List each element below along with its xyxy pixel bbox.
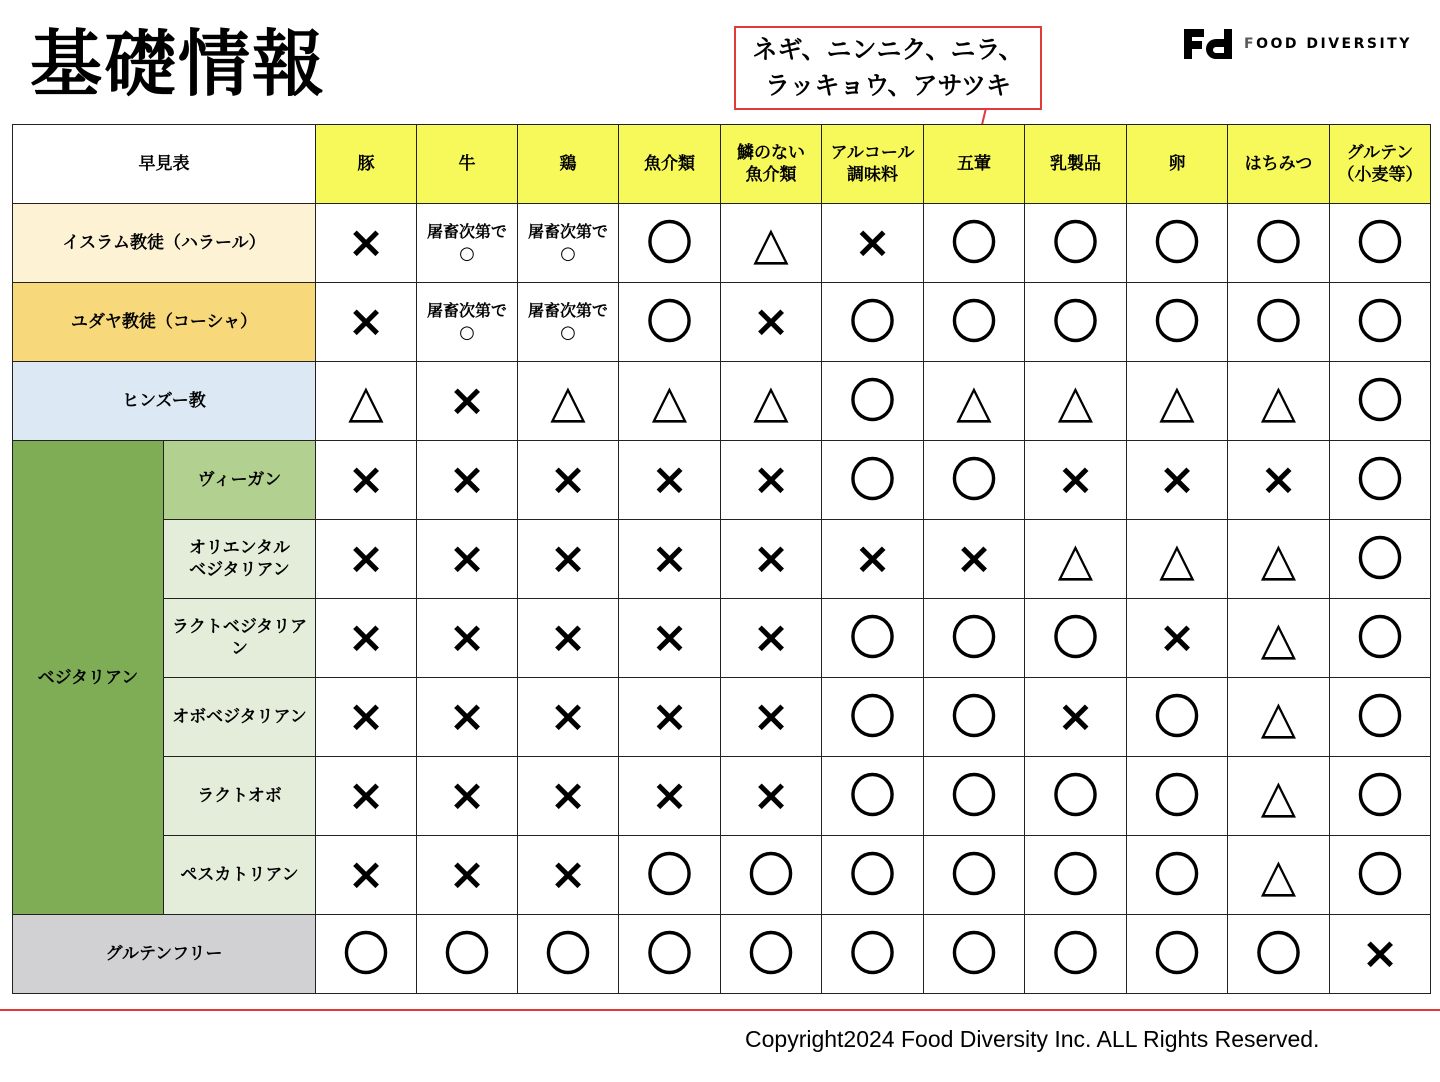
table-cell <box>1330 599 1431 678</box>
cross-icon: × <box>549 770 587 821</box>
circle-icon: 〇 <box>951 927 997 981</box>
table-cell <box>417 362 518 441</box>
table-cell <box>518 362 619 441</box>
cross-icon: × <box>651 454 688 505</box>
table-cell <box>924 915 1025 994</box>
table-cell <box>316 599 417 678</box>
circle-icon: 〇 <box>1255 295 1302 349</box>
table-cell <box>619 204 721 283</box>
cross-icon: × <box>448 375 486 426</box>
table-cell <box>822 599 924 678</box>
circle-icon: 〇 <box>1154 927 1200 981</box>
cross-icon: × <box>448 691 486 742</box>
circle-icon: 〇 <box>1357 216 1403 270</box>
table-cell <box>518 599 619 678</box>
cross-icon: × <box>854 217 891 268</box>
table-cell <box>822 362 924 441</box>
circle-icon: 〇 <box>748 927 794 981</box>
brand-name: FOOD DIVERSITY <box>1244 36 1412 52</box>
circle-icon: 〇 <box>951 848 997 902</box>
circle-icon: 〇 <box>1052 927 1099 981</box>
column-header: 豚 <box>316 125 417 204</box>
table-cell <box>822 520 924 599</box>
table-cell <box>1330 836 1431 915</box>
goshin-callout <box>734 26 1042 110</box>
column-header: 乳製品 <box>1025 125 1127 204</box>
column-header: はちみつ <box>1228 125 1330 204</box>
cross-icon: × <box>651 533 688 584</box>
row-label: グルテンフリー <box>13 915 316 994</box>
table-cell <box>1127 915 1228 994</box>
table-cell <box>1228 362 1330 441</box>
cross-icon: × <box>549 533 587 584</box>
cross-icon: × <box>448 612 486 663</box>
table-cell <box>721 757 822 836</box>
table-cell <box>316 520 417 599</box>
row-label: ユダヤ教徒（コーシャ） <box>13 283 316 362</box>
table-cell <box>316 204 417 283</box>
table-cell <box>924 441 1025 520</box>
triangle-icon: △ <box>1260 611 1297 665</box>
triangle-icon: △ <box>956 374 992 428</box>
table-cell <box>1025 520 1127 599</box>
table-cell <box>316 836 417 915</box>
circle-icon: 〇 <box>1154 848 1200 902</box>
cross-icon: × <box>448 770 486 821</box>
cross-icon: × <box>1158 612 1196 663</box>
table-cell <box>518 836 619 915</box>
footer-divider <box>0 1009 1440 1011</box>
table-cell: 屠畜次第で ○ <box>518 204 619 283</box>
table-cell <box>721 441 822 520</box>
cross-icon: × <box>752 296 790 347</box>
page-title: 基礎情報 <box>30 22 327 106</box>
triangle-icon: △ <box>1057 532 1094 586</box>
row-group-label: ベジタリアン <box>13 441 164 915</box>
circle-icon: 〇 <box>1357 374 1403 428</box>
table-cell <box>619 836 721 915</box>
table-cell <box>518 757 619 836</box>
circle-icon: 〇 <box>951 611 997 665</box>
cross-icon: × <box>549 691 587 742</box>
table-cell <box>1228 441 1330 520</box>
circle-icon: 〇 <box>1357 295 1403 349</box>
circle-icon: 〇 <box>1154 690 1200 744</box>
table-cell <box>1228 520 1330 599</box>
circle-icon: 〇 <box>1357 690 1403 744</box>
table-cell <box>924 362 1025 441</box>
row-label: オリエンタル ベジタリアン <box>164 520 316 599</box>
circle-icon: 〇 <box>646 927 693 981</box>
triangle-icon: △ <box>1159 374 1195 428</box>
cross-icon: × <box>752 691 790 742</box>
quick-reference-table <box>12 124 1431 994</box>
cross-icon: × <box>347 296 385 347</box>
table-cell <box>1330 915 1431 994</box>
cross-icon: × <box>752 533 790 584</box>
table-cell <box>1127 757 1228 836</box>
circle-icon: 〇 <box>951 216 997 270</box>
circle-icon: 〇 <box>646 295 693 349</box>
circle-icon: 〇 <box>1357 848 1403 902</box>
table-cell <box>822 678 924 757</box>
circle-icon: 〇 <box>1255 216 1302 270</box>
circle-icon: 〇 <box>646 848 693 902</box>
table-cell <box>619 362 721 441</box>
circle-icon: 〇 <box>1357 769 1403 823</box>
table-cell <box>417 441 518 520</box>
table-cell <box>924 678 1025 757</box>
circle-icon: 〇 <box>849 927 896 981</box>
table-cell <box>822 836 924 915</box>
cross-icon: × <box>651 691 688 742</box>
table-cell <box>417 678 518 757</box>
table-row <box>13 915 1431 994</box>
cross-icon: × <box>448 533 486 584</box>
circle-icon: 〇 <box>1154 216 1200 270</box>
table-cell <box>1025 836 1127 915</box>
table-cell <box>822 915 924 994</box>
table-corner-label: 早見表 <box>13 125 316 204</box>
table-row <box>13 204 1431 283</box>
circle-icon: 〇 <box>1052 848 1099 902</box>
triangle-icon: △ <box>1057 374 1094 428</box>
cross-icon: × <box>752 770 790 821</box>
cross-icon: × <box>955 533 993 584</box>
table-row <box>13 599 1431 678</box>
circle-icon: 〇 <box>951 769 997 823</box>
triangle-icon: △ <box>753 216 789 270</box>
cross-icon: × <box>1260 454 1297 505</box>
table-cell <box>924 757 1025 836</box>
table-cell <box>924 520 1025 599</box>
table-cell <box>1228 204 1330 283</box>
table-cell <box>1127 599 1228 678</box>
table-cell <box>417 757 518 836</box>
circle-icon: 〇 <box>1154 769 1200 823</box>
circle-icon: 〇 <box>849 848 896 902</box>
table-cell <box>316 757 417 836</box>
circle-icon: 〇 <box>1255 927 1302 981</box>
cross-icon: × <box>347 612 385 663</box>
triangle-icon: △ <box>651 374 688 428</box>
table-cell: 屠畜次第で ○ <box>417 283 518 362</box>
cross-icon: × <box>854 533 891 584</box>
cross-icon: × <box>752 612 790 663</box>
table-cell <box>924 283 1025 362</box>
table-cell <box>417 915 518 994</box>
table-row <box>13 520 1431 599</box>
column-header: 魚介類 <box>619 125 721 204</box>
table-cell <box>619 520 721 599</box>
triangle-icon: △ <box>1260 690 1297 744</box>
table-cell <box>822 757 924 836</box>
table-cell <box>822 204 924 283</box>
table-cell <box>1228 915 1330 994</box>
circle-icon: 〇 <box>849 769 896 823</box>
cross-icon: × <box>1361 928 1399 979</box>
table-cell: 屠畜次第で ○ <box>518 283 619 362</box>
circle-icon: 〇 <box>1052 216 1099 270</box>
table-cell <box>721 678 822 757</box>
table-row <box>13 283 1431 362</box>
circle-icon: 〇 <box>849 690 896 744</box>
brand-logo <box>1182 26 1412 62</box>
table-cell <box>1127 520 1228 599</box>
table-cell <box>619 283 721 362</box>
cross-icon: × <box>347 849 385 900</box>
table-cell <box>1228 678 1330 757</box>
column-header: グルテン （小麦等） <box>1330 125 1431 204</box>
table-cell <box>1330 204 1431 283</box>
table-cell <box>1228 757 1330 836</box>
cross-icon: × <box>549 849 587 900</box>
circle-icon: 〇 <box>1357 611 1403 665</box>
row-label: ラクトオボ <box>164 757 316 836</box>
table-cell <box>1025 362 1127 441</box>
table-cell <box>417 520 518 599</box>
table-cell <box>518 678 619 757</box>
triangle-icon: △ <box>550 374 586 428</box>
table-row <box>13 757 1431 836</box>
column-header: 鱗のない 魚介類 <box>721 125 822 204</box>
cross-icon: × <box>347 454 385 505</box>
table-cell <box>1330 441 1431 520</box>
cross-icon: × <box>651 770 688 821</box>
table-cell <box>721 204 822 283</box>
table-cell <box>1025 915 1127 994</box>
circle-icon: 〇 <box>951 295 997 349</box>
table-cell <box>721 362 822 441</box>
circle-icon: 〇 <box>1154 295 1200 349</box>
row-label: オボベジタリアン <box>164 678 316 757</box>
circle-icon: 〇 <box>849 295 896 349</box>
cross-icon: × <box>448 454 486 505</box>
copyright: Copyright2024 Food Diversity Inc. ALL Rights Reserved. <box>745 1026 1320 1052</box>
table-cell <box>1330 520 1431 599</box>
column-header: 五葷 <box>924 125 1025 204</box>
cross-icon: × <box>347 770 385 821</box>
table-cell <box>721 915 822 994</box>
circle-icon: 〇 <box>343 927 389 981</box>
cross-icon: × <box>448 849 486 900</box>
circle-icon: 〇 <box>1052 295 1099 349</box>
table-cell <box>1228 599 1330 678</box>
table-cell <box>619 599 721 678</box>
circle-icon: 〇 <box>1357 453 1403 507</box>
table-cell <box>619 678 721 757</box>
table-cell <box>619 757 721 836</box>
table-cell <box>316 678 417 757</box>
table-cell <box>822 441 924 520</box>
circle-icon: 〇 <box>1052 611 1099 665</box>
circle-icon: 〇 <box>849 453 896 507</box>
table-cell <box>316 283 417 362</box>
cross-icon: × <box>1057 691 1094 742</box>
triangle-icon: △ <box>348 374 384 428</box>
table-cell <box>1228 283 1330 362</box>
table-cell <box>316 362 417 441</box>
table-cell <box>924 204 1025 283</box>
table-cell <box>1025 204 1127 283</box>
row-label: ヒンズー教 <box>13 362 316 441</box>
circle-icon: 〇 <box>1357 532 1403 586</box>
circle-icon: 〇 <box>444 927 490 981</box>
triangle-icon: △ <box>1260 769 1297 823</box>
table-row <box>13 441 1431 520</box>
triangle-icon: △ <box>1260 532 1297 586</box>
table-row <box>13 836 1431 915</box>
table-cell <box>316 915 417 994</box>
table-cell <box>518 915 619 994</box>
table-cell <box>721 283 822 362</box>
column-header: 牛 <box>417 125 518 204</box>
callout-line: ラッキョウ、アサツキ <box>764 71 1011 100</box>
circle-icon: 〇 <box>951 453 997 507</box>
triangle-icon: △ <box>1260 374 1297 428</box>
table-cell <box>417 836 518 915</box>
table-cell <box>1127 836 1228 915</box>
table-cell <box>1025 441 1127 520</box>
circle-icon: 〇 <box>951 690 997 744</box>
circle-icon: 〇 <box>849 611 896 665</box>
circle-icon: 〇 <box>748 848 794 902</box>
table-cell <box>1330 757 1431 836</box>
cross-icon: × <box>651 612 688 663</box>
table-cell <box>1127 441 1228 520</box>
cross-icon: × <box>347 691 385 742</box>
table-cell <box>1330 283 1431 362</box>
table-cell <box>721 836 822 915</box>
table-cell <box>1127 362 1228 441</box>
table-cell <box>721 520 822 599</box>
circle-icon: 〇 <box>1052 769 1099 823</box>
cross-icon: × <box>549 454 587 505</box>
row-label: イスラム教徒（ハラール） <box>13 204 316 283</box>
circle-icon: 〇 <box>646 216 693 270</box>
cross-icon: × <box>549 612 587 663</box>
table-cell <box>721 599 822 678</box>
table-cell <box>1025 283 1127 362</box>
row-label: ペスカトリアン <box>164 836 316 915</box>
triangle-icon: △ <box>1159 532 1195 586</box>
row-label: ラクトベジタリアン <box>164 599 316 678</box>
table-cell <box>1025 757 1127 836</box>
table-cell <box>1330 678 1431 757</box>
table-cell <box>1127 283 1228 362</box>
fd-logo-icon <box>1182 27 1234 61</box>
table-cell <box>1025 678 1127 757</box>
cross-icon: × <box>347 533 385 584</box>
cross-icon: × <box>347 217 385 268</box>
table-cell <box>1228 836 1330 915</box>
table-cell <box>1127 204 1228 283</box>
table-cell <box>822 283 924 362</box>
table-row <box>13 362 1431 441</box>
row-label: ヴィーガン <box>164 441 316 520</box>
column-header: アルコール 調味料 <box>822 125 924 204</box>
triangle-icon: △ <box>1260 848 1297 902</box>
table-cell <box>518 520 619 599</box>
table-cell <box>518 441 619 520</box>
table-cell <box>619 441 721 520</box>
table-cell <box>1025 599 1127 678</box>
table-cell <box>1330 362 1431 441</box>
table-cell <box>417 599 518 678</box>
table-cell: 屠畜次第で ○ <box>417 204 518 283</box>
table-cell <box>1127 678 1228 757</box>
cross-icon: × <box>752 454 790 505</box>
table-row <box>13 678 1431 757</box>
column-header: 卵 <box>1127 125 1228 204</box>
circle-icon: 〇 <box>849 374 896 428</box>
callout-line: ネギ、ニンニク、ニラ、 <box>752 35 1024 64</box>
table-cell <box>316 441 417 520</box>
cross-icon: × <box>1057 454 1094 505</box>
circle-icon: 〇 <box>545 927 591 981</box>
table-cell <box>619 915 721 994</box>
table-cell <box>924 599 1025 678</box>
table-cell <box>924 836 1025 915</box>
column-header: 鶏 <box>518 125 619 204</box>
cross-icon: × <box>1158 454 1196 505</box>
triangle-icon: △ <box>753 374 789 428</box>
